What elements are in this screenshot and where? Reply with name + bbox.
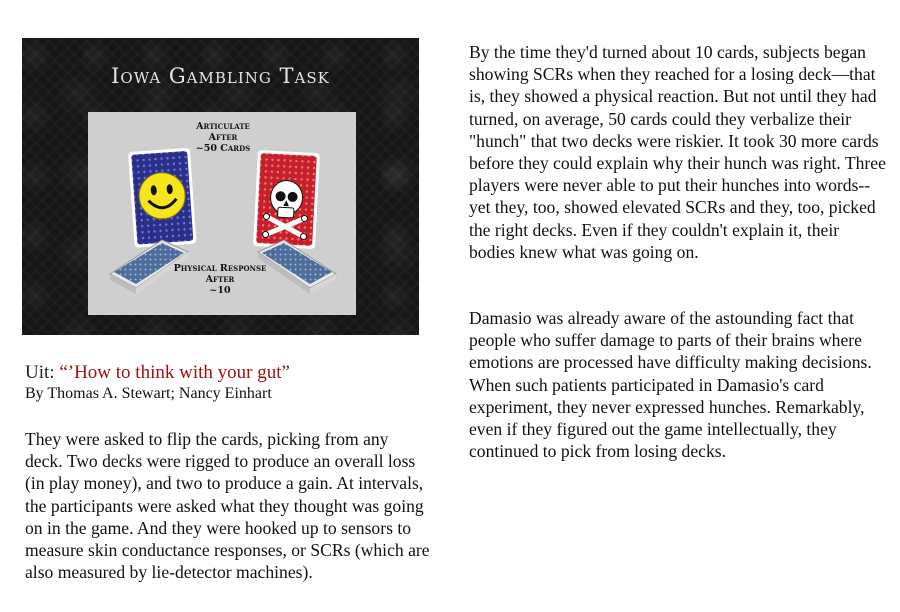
label-articulate: Articulate After ~50 Cards	[195, 121, 251, 154]
byline: By Thomas A. Stewart; Nancy Einhart	[25, 385, 272, 402]
label-physical-response: Physical Response After ~10	[173, 263, 267, 296]
right-paragraph-2: Damasio was already aware of the astounding fact that people who suffer damage to parts of their brains where emotions are processed have difficulty making decisions. When such patients participated in Damasio's card experiment, they never expressed hunches. Remarkably, even if they figured out the game intellectually, they continued to pick from losing decks.	[469, 308, 872, 462]
right-paragraph-1: By the time they'd turned about 10 cards, subjects began showing SCRs when they reached for a losing deck—that is, they showed a physical reaction. But not until they had turned, on average, 50 cards could they verbalize their "hunch" that two decks were riskier. It took 30 more cards before they could explain why their hunch was right. Three players were never able to put their hunches into words-- yet they, too, showed elevated SCRs and they, too, picked the right decks. Even if they couldn't explain it, their bodies knew what was going on.	[469, 42, 886, 262]
caption-prefix: Uit:	[25, 362, 60, 383]
figure-panel	[88, 112, 356, 315]
left-paragraph: They were asked to flip the cards, picking from any deck. Two decks were rigged to produce an overall loss (in play money), and two to produce a gain. At intervals, the participants were asked what they thought was going on in the game. And they were hooked up to sensors to measure skin conductance responses, or SCRs (which are also measured by lie-detector machines).	[25, 429, 430, 583]
red-card	[253, 150, 320, 249]
source-title-link[interactable]: “’How to think with your gut”	[59, 362, 290, 383]
figure-title: Iowa Gambling Task	[111, 64, 330, 88]
iowa-gambling-task-figure	[22, 38, 419, 335]
blue-card	[128, 148, 197, 248]
source-caption	[25, 362, 290, 384]
